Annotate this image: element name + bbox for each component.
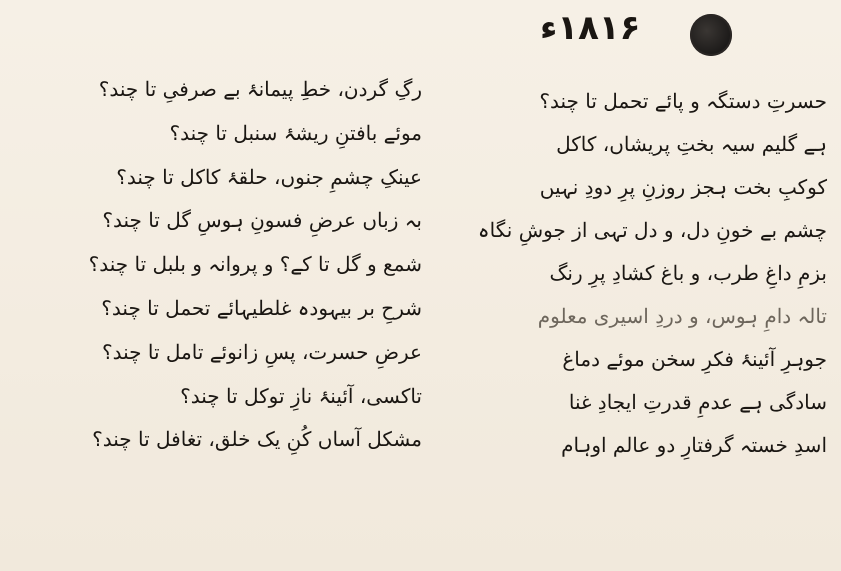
verse-line: رگِ گردن، خطِ پیمانۂ بے صرفیِ تا چند؟ [98, 77, 422, 101]
verse-line: بہ زباں عرضِ فسونِ ہوسِ گل تا چند؟ [102, 208, 422, 233]
verse-line: تاکسی، آئینۂ نازِ توکل تا چند؟ [180, 383, 422, 408]
verse-line: مشکل آساں کُنِ یک خلق، تغافل تا چند؟ [92, 427, 422, 452]
verse-line: چشم بے خونِ دل، و دل تہی از جوشِ نگاہ [477, 218, 827, 242]
verse-line: شرحِ بر بیہودہ غلطیہائے تحمل تا چند؟ [101, 295, 422, 320]
verse-line: سادگی ہے عدمِ قدرتِ ایجادِ غنا [568, 390, 827, 414]
verse-line: تالہ دامِ ہوس، و دردِ اسیری معلوم [537, 304, 827, 328]
verse-line: موئے بافتنِ ریشۂ سنبل تا چند؟ [169, 120, 422, 145]
verse-line: عرضِ حسرت، پسِ زانوئے تامل تا چند؟ [102, 339, 422, 364]
verse-line: اسدِ خستہ گرفتارِ دو عالم اوہام [561, 433, 827, 457]
page-header [520, 6, 760, 56]
verse-line: عینکِ چشمِ جنوں، حلقۂ کاکل تا چند؟ [116, 164, 422, 189]
date-heading: ۱۸۱۶ء [540, 8, 641, 48]
verse-line: کوکبِ بخت ہجز روزنِ پرِ دودِ نہیں [539, 175, 827, 199]
verse-line: بزمِ داغِ طرب، و باغ کشادِ پرِ رنگ [549, 261, 827, 285]
right-verse-column [432, 80, 827, 467]
round-seal-icon [690, 14, 732, 56]
verse-line: جوہرِ آئینۂ فکرِ سخن موئے دماغ [562, 347, 827, 371]
verse-line: ہے گلیم سیہ بختِ پریشاں، کاکل [556, 132, 827, 156]
left-verse-column [12, 68, 422, 462]
verse-line: شمع و گل تا کے؟ و پروانہ و بلبل تا چند؟ [88, 252, 422, 277]
verse-line: حسرتِ دستگہ و پائے تحمل تا چند؟ [539, 89, 827, 113]
